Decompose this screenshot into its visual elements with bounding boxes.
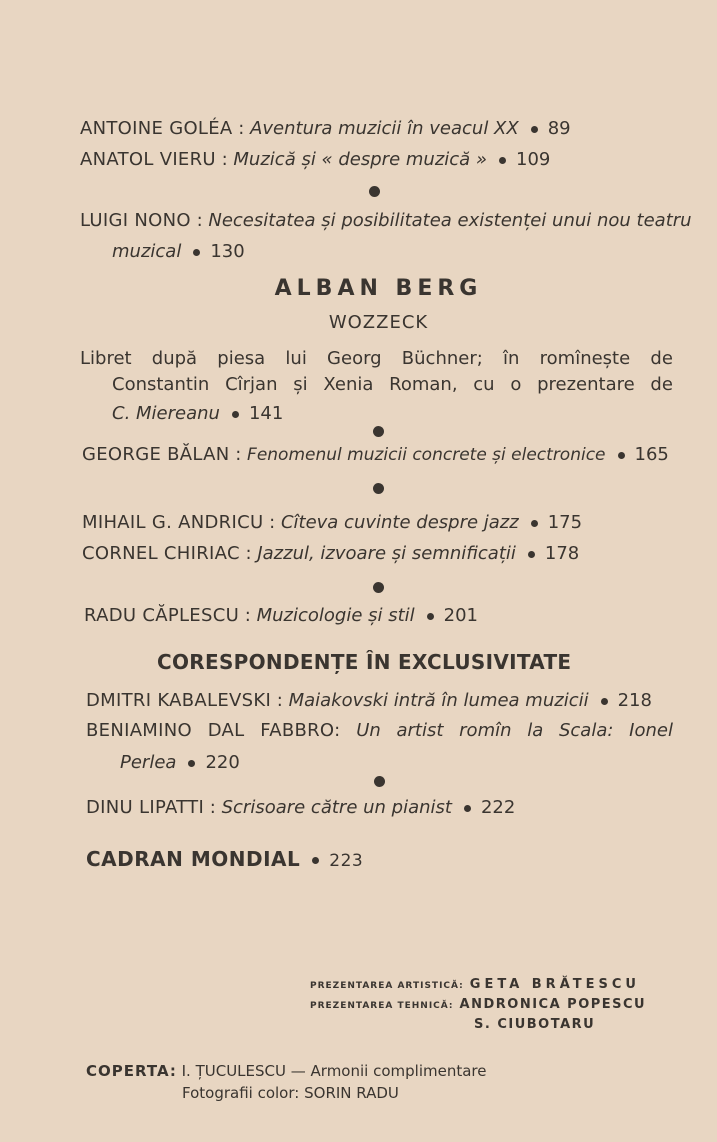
- bullet-icon: [601, 698, 608, 705]
- entry-page: 165: [634, 444, 669, 465]
- toc-entry: ANATOL VIERU : Muzică și « despre muzică » 109: [80, 149, 551, 170]
- credit-name: GETA BRĂTESCU: [469, 977, 640, 992]
- bullet-icon: [427, 613, 434, 620]
- toc-entry-cadran: [86, 847, 363, 871]
- word: de: [650, 348, 673, 369]
- toc-entry: GEORGE BĂLAN : Fenomenul muzicii concrete și electronice 165: [82, 444, 669, 465]
- toc-entry: DMITRI KABALEVSKI : Maiakovski intră în lumea muzicii 218: [86, 690, 652, 711]
- entry-author: LUIGI NONO: [80, 210, 191, 231]
- entry-page: 201: [443, 605, 479, 626]
- entry-title: Aventura muzicii în veacul XX: [250, 118, 519, 139]
- entry-author: ANATOL VIERU: [80, 149, 216, 170]
- word: după: [151, 348, 198, 369]
- entry-author-word: BENIAMINO: [86, 720, 192, 741]
- entry-author: GEORGE BĂLAN: [82, 444, 230, 465]
- bullet-icon: [531, 126, 538, 133]
- entry-title-word: Ionel: [629, 720, 673, 741]
- toc-entry: ANTOINE GOLÉA : Aventura muzicii în veacul XX 89: [80, 118, 571, 139]
- entry-page: 109: [516, 149, 551, 170]
- section-heading-correspondence: CORESPONDENȚE ÎN EXCLUSIVITATE: [157, 650, 572, 674]
- entry-title: Cîteva cuvinte despre jazz: [280, 512, 519, 533]
- entry-title-word: Un: [356, 720, 381, 741]
- word: Büchner;: [401, 348, 483, 369]
- entry-page: 141: [248, 403, 284, 424]
- entry-title: CADRAN MONDIAL: [86, 847, 301, 871]
- bullet-icon: [528, 551, 535, 558]
- separator-dot-icon: [373, 582, 384, 593]
- section-subheading-wozzeck: WOZZECK: [328, 312, 429, 333]
- toc-entry: RADU CĂPLESCU : Muzicologie și stil 201: [84, 605, 479, 626]
- word: Constantin: [112, 374, 210, 395]
- bullet-icon: [499, 157, 506, 164]
- bullet-icon: [232, 411, 239, 418]
- bullet-icon: [312, 857, 319, 864]
- credit-name: ANDRONICA POPESCU: [459, 997, 647, 1012]
- word: Cîrjan: [225, 374, 278, 395]
- bullet-icon: [193, 249, 200, 256]
- entry-author: ANTOINE GOLÉA: [80, 118, 233, 139]
- separator-dot-icon: [374, 776, 385, 787]
- entry-author: RADU CĂPLESCU: [84, 605, 240, 626]
- entry-title-word: la: [527, 720, 544, 741]
- word: prezentare: [537, 374, 635, 395]
- word: piesa: [217, 348, 266, 369]
- word: de: [650, 374, 673, 395]
- entry-title: Fenomenul muzicii concrete și electronice: [247, 445, 606, 465]
- entry-title-word: Scala:: [558, 720, 614, 741]
- credit-technical: [310, 997, 646, 1012]
- word: Xenia: [323, 374, 374, 395]
- entry-author: DINU LIPATTI: [86, 797, 205, 818]
- word: și: [293, 374, 308, 395]
- toc-entry-continuation: [120, 752, 671, 774]
- photo-credit: [182, 1084, 399, 1102]
- section-heading-berg: ALBAN BERG: [274, 276, 483, 301]
- word: Libret: [80, 348, 132, 369]
- entry-title-word: artist: [396, 720, 444, 741]
- entry-page: 130: [210, 241, 245, 262]
- entry-author: DMITRI KABALEVSKI: [86, 690, 272, 711]
- bullet-icon: [464, 805, 471, 812]
- entry-title: C. Miereanu: [112, 403, 220, 424]
- entry-title: Scrisoare către un pianist: [221, 797, 452, 818]
- credit-artistic: [310, 977, 640, 992]
- entry-page: 175: [547, 512, 583, 533]
- credit-label: PREZENTAREA ARTISTICĂ:: [310, 981, 464, 991]
- entry-title-word: romîn: [459, 720, 512, 741]
- credit-label: PREZENTAREA TEHNICĂ:: [310, 1001, 454, 1011]
- berg-description-line-2: [112, 374, 673, 396]
- entry-author: CORNEL CHIRIAC: [82, 543, 240, 564]
- toc-entry: DINU LIPATTI : Scrisoare către un pianist 222: [86, 797, 516, 818]
- toc-entry-continuation: [112, 241, 671, 263]
- entry-title: Muzică și « despre muzică »: [233, 149, 488, 170]
- photo-name: SORIN RADU: [304, 1084, 399, 1102]
- entry-author-word: DAL: [207, 720, 245, 741]
- entry-title: muzical: [112, 241, 182, 262]
- entry-page: 178: [544, 543, 580, 564]
- word: în: [503, 348, 520, 369]
- entry-title: Maiakovski intră în lumea muzicii: [288, 690, 589, 711]
- word: lui: [285, 348, 307, 369]
- separator-dot-icon: [369, 186, 380, 197]
- separator-dot-icon: [373, 426, 384, 437]
- entry-page: 220: [205, 752, 240, 773]
- toc-entry: MIHAIL G. ANDRICU : Cîteva cuvinte despre jazz 175: [82, 512, 583, 533]
- entry-page: 89: [547, 118, 571, 139]
- toc-entry: [86, 720, 673, 742]
- entry-title: Jazzul, izvoare și semnificații: [257, 543, 516, 564]
- entry-author: MIHAIL G. ANDRICU: [82, 512, 264, 533]
- entry-page: 223: [329, 851, 364, 871]
- cover-text: I. ȚUCULESCU — Armonii complimentare: [181, 1062, 487, 1080]
- entry-page: 218: [617, 690, 652, 711]
- cover-credit: [86, 1062, 486, 1080]
- entry-title: Necesitatea și posibilitatea existenței unui nou teatru: [208, 210, 692, 231]
- cover-label: COPERTA:: [86, 1062, 177, 1080]
- entry-title: Perlea: [120, 752, 177, 773]
- credit-name: S. CIUBOTARU: [474, 1017, 596, 1032]
- word: Roman,: [389, 374, 458, 395]
- word: cu: [473, 374, 495, 395]
- separator-dot-icon: [373, 483, 384, 494]
- toc-entry: LUIGI NONO : Necesitatea și posibilitatea existenței unui nou teatru: [80, 210, 692, 231]
- bullet-icon: [618, 452, 625, 459]
- word: romînește: [539, 348, 631, 369]
- entry-page: 222: [480, 797, 516, 818]
- photo-label: Fotografii color:: [182, 1084, 300, 1102]
- entry-title: Muzicologie și stil: [256, 605, 415, 626]
- berg-description-line-1: [80, 348, 673, 370]
- word: o: [510, 374, 522, 395]
- word: Georg: [327, 348, 382, 369]
- entry-author-word: FABBRO:: [260, 720, 341, 741]
- bullet-icon: [531, 520, 538, 527]
- credit-technical-2: [474, 1017, 595, 1032]
- bullet-icon: [188, 760, 195, 767]
- toc-entry: CORNEL CHIRIAC : Jazzul, izvoare și semnificații 178: [82, 543, 580, 564]
- berg-description-line-3: [112, 403, 671, 425]
